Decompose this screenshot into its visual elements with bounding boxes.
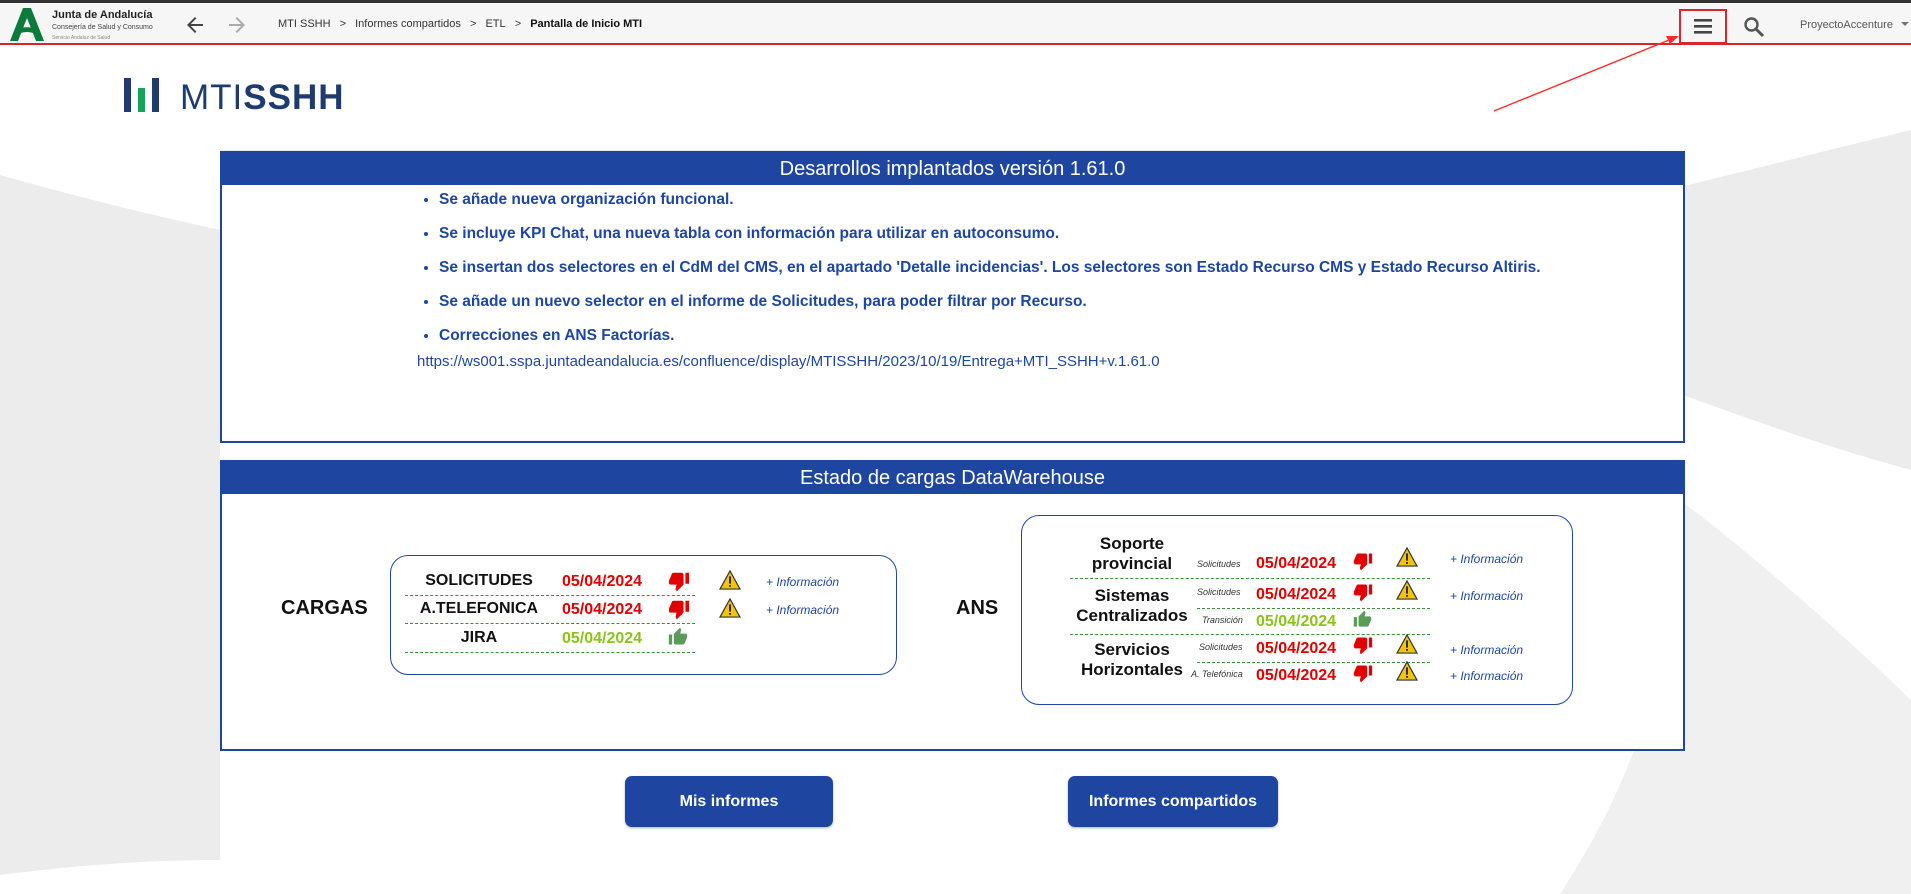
thumbs-up-icon — [668, 627, 688, 647]
cargas-label: CARGAS — [281, 597, 368, 619]
ans-sub: Solicitudes — [1199, 642, 1243, 652]
ans-date: 05/04/2024 — [1256, 640, 1337, 657]
info-link[interactable]: + Información — [766, 603, 840, 617]
carga-date: 05/04/2024 — [562, 630, 643, 647]
hamburger-menu-icon — [1681, 11, 1725, 42]
breadcrumb-current: Pantalla de Inicio MTI — [530, 18, 643, 30]
info-link[interactable]: + Información — [1450, 643, 1524, 657]
ans-sub: Solicitudes — [1197, 587, 1241, 597]
warning-icon — [1396, 580, 1418, 600]
thumbs-down-icon — [1353, 663, 1373, 683]
ans-sub: Solicitudes — [1197, 559, 1241, 569]
warning-icon — [1396, 547, 1418, 567]
search-icon — [1742, 15, 1766, 39]
ans-group-line: Centralizados — [1076, 606, 1188, 625]
informes-compartidos-button[interactable]: Informes compartidos — [1068, 776, 1278, 827]
user-name: ProyectoAccenture — [1800, 19, 1893, 31]
thumbs-down-icon — [668, 570, 690, 592]
caret-down-icon — [1900, 20, 1910, 28]
release-note-item: • Se incluye KPI Chat, una nueva tabla con información para utilizar en autoconsumo. — [439, 217, 1541, 251]
release-note-item: • Se añade un nuevo selector en el informe de Solicitudes, para poder filtrar por Recurso. — [439, 285, 1541, 319]
search-button[interactable] — [1742, 15, 1766, 39]
info-link[interactable]: + Información — [1450, 669, 1524, 683]
ans-date: 05/04/2024 — [1256, 613, 1337, 630]
hamburger-menu-button[interactable] — [1679, 9, 1727, 44]
breadcrumb-separator: > — [514, 18, 522, 30]
cargas-box — [390, 555, 897, 675]
forward-icon — [225, 13, 249, 37]
carga-name: A.TELEFONICA — [419, 600, 539, 617]
release-notes-link[interactable]: https://ws001.sspa.juntadeandalucia.es/confluence/display/MTISSHH/2023/10/19/Entrega+MTI_SSHH+v.1.61.0 — [417, 353, 1160, 370]
info-link[interactable]: + Información — [1450, 589, 1524, 603]
release-notes-list — [417, 183, 1541, 353]
breadcrumb-item-mti-sshh[interactable]: MTI SSHH — [278, 18, 331, 30]
info-link[interactable]: + Información — [1450, 552, 1524, 566]
brand-bold: SSHH — [243, 78, 345, 117]
ans-date: 05/04/2024 — [1256, 555, 1337, 572]
row-divider — [405, 623, 695, 624]
row-divider — [405, 652, 695, 653]
org-name: Junta de Andalucía — [52, 9, 153, 21]
row-divider — [1197, 608, 1430, 609]
cargas-row-solicitudes — [391, 570, 896, 596]
breadcrumb-separator: > — [339, 18, 347, 30]
release-notes-panel — [220, 151, 1685, 443]
back-button[interactable] — [183, 13, 207, 37]
junta-logo-icon — [8, 6, 46, 42]
breadcrumb — [278, 18, 648, 30]
ans-date: 05/04/2024 — [1256, 667, 1337, 684]
ans-group-line: Sistemas — [1094, 586, 1170, 605]
breadcrumb-separator: > — [469, 18, 477, 30]
brand-light: MTI — [180, 78, 244, 117]
ans-group-sistemas-centralizados — [1062, 586, 1202, 626]
cargas-row-jira — [391, 627, 896, 653]
carga-name: SOLICITUDES — [425, 572, 533, 589]
ans-sub: A. Telefónica — [1191, 669, 1243, 679]
ans-group-line: Servicios — [1094, 640, 1170, 659]
warning-icon — [1396, 661, 1418, 681]
mis-informes-button[interactable]: Mis informes — [625, 776, 833, 827]
ans-group-soporte-provincial — [1062, 534, 1202, 574]
warning-icon — [719, 598, 741, 618]
release-note-item: • Se añade nueva organización funcional. — [439, 183, 1541, 217]
thumbs-up-icon — [1353, 610, 1372, 629]
release-note-item: • Correcciones en ANS Factorías. — [439, 319, 1541, 353]
ans-group-line: Soporte — [1099, 534, 1165, 553]
dw-status-panel — [220, 460, 1685, 751]
info-link[interactable]: + Información — [766, 575, 840, 589]
row-divider — [1070, 578, 1430, 579]
breadcrumb-item-etl[interactable]: ETL — [485, 18, 506, 30]
breadcrumb-item-informes-compartidos[interactable]: Informes compartidos — [355, 18, 461, 30]
top-bar — [0, 0, 1911, 45]
ans-group-line: Horizontales — [1080, 660, 1184, 679]
ans-group-servicios-horizontales — [1062, 640, 1202, 680]
thumbs-down-icon — [668, 598, 690, 620]
back-icon — [183, 13, 207, 37]
ans-label: ANS — [956, 597, 999, 619]
ans-box — [1021, 515, 1573, 705]
row-divider — [1070, 634, 1430, 635]
release-notes-title: Desarrollos implantados versión 1.61.0 — [222, 153, 1683, 185]
warning-icon — [719, 570, 741, 590]
release-note-item: • Se insertan dos selectores en el CdM del CMS, en el apartado 'Detalle incidencias'. Los selectores son Estado Recurso CMS y Estado Recurso Altiris. — [439, 251, 1541, 285]
forward-button[interactable] — [225, 13, 249, 37]
thumbs-down-icon — [1353, 635, 1373, 655]
ans-date: 05/04/2024 — [1256, 586, 1337, 603]
bars-logo-icon — [122, 74, 162, 114]
junta-andalucia-logo[interactable] — [8, 6, 158, 44]
carga-date: 05/04/2024 — [562, 573, 643, 590]
ans-sub: Transición — [1202, 615, 1243, 625]
thumbs-down-icon — [1353, 582, 1373, 602]
org-sub: Consejería de Salud y Consumo — [52, 24, 153, 31]
org-sub2: Servicio Andaluz de Salud — [52, 35, 111, 41]
dw-status-title: Estado de cargas DataWarehouse — [222, 462, 1683, 494]
carga-date: 05/04/2024 — [562, 601, 643, 618]
carga-name: JIRA — [460, 629, 498, 646]
user-menu[interactable] — [1800, 19, 1910, 31]
warning-icon — [1396, 634, 1418, 654]
cargas-row-atelefonica — [391, 598, 896, 624]
ans-group-line: provincial — [1091, 554, 1173, 573]
row-divider — [405, 595, 695, 596]
thumbs-down-icon — [1353, 551, 1373, 571]
